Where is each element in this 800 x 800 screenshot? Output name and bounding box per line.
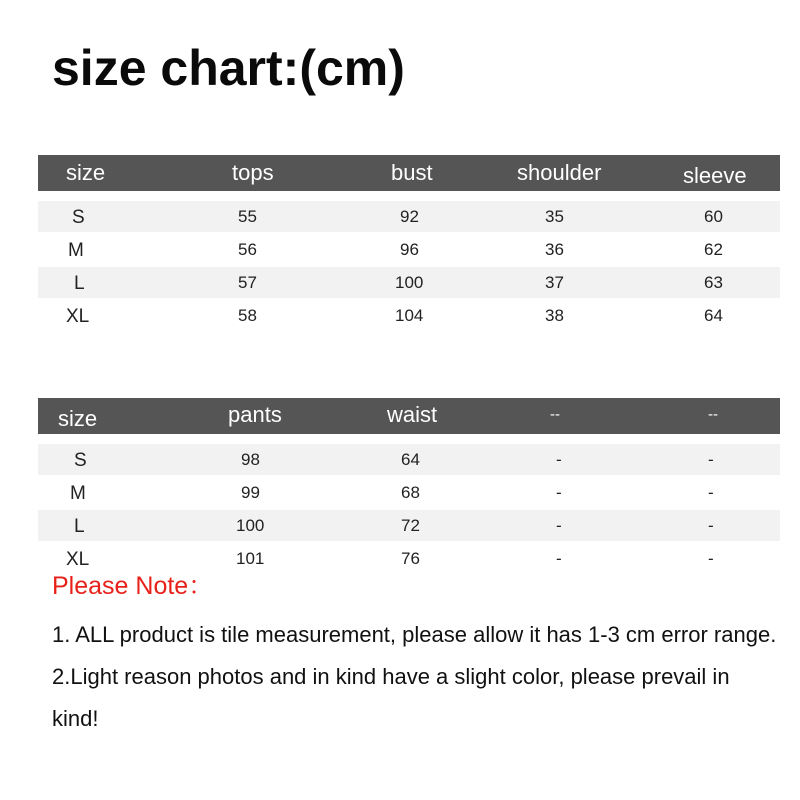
cell: 60 [704,207,723,226]
note-line-1: 1. ALL product is tile measurement, please allow it has 1-3 cm error range. [52,622,777,647]
cell: 35 [545,207,564,226]
cell: 68 [401,483,420,502]
cell: L [74,273,85,294]
header-blank-2: -- [708,406,718,423]
size-table-pants [38,398,780,574]
header-tops: tops [232,160,274,185]
cell: M [68,240,84,261]
cell: 55 [238,207,257,226]
cell: 98 [241,450,260,469]
cell: XL [66,306,90,327]
page-title: size chart:(cm) [52,40,405,96]
cell: 37 [545,273,564,292]
table-row [38,234,780,265]
note-line-2: 2.Light reason photos and in kind have a slight color, please prevail in kind! [52,664,730,731]
table-row [38,300,780,331]
header-size: size [66,160,106,185]
cell: 96 [400,240,419,259]
size-table-tops [38,155,780,331]
cell: S [72,207,85,228]
cell: - [708,516,714,535]
cell: 100 [236,516,265,535]
cell: - [708,450,714,469]
cell: - [556,483,562,502]
cell: 62 [704,240,723,259]
cell: 100 [395,273,424,292]
cell: - [708,483,714,502]
cell: - [708,549,714,568]
cell: 38 [545,306,564,325]
cell: 56 [238,240,257,259]
cell: 104 [395,306,424,325]
cell: M [70,483,86,504]
note-title: Please Note： [52,572,214,600]
cell: 58 [238,306,257,325]
cell: 99 [241,483,260,502]
cell: S [74,450,87,471]
cell: 72 [401,516,420,535]
cell: L [74,516,85,537]
header-pants: pants [228,402,282,427]
table-header [38,398,780,434]
table-header [38,155,780,191]
cell: 64 [401,450,420,469]
header-sleeve: sleeve [683,163,747,188]
cell: 64 [704,306,723,325]
cell: 63 [704,273,723,292]
table-row [38,444,780,475]
note-section [52,572,782,740]
cell: 92 [400,207,419,226]
header-bust: bust [391,160,433,185]
cell: - [556,450,562,469]
table-row [38,267,780,298]
table-row [38,510,780,541]
header-waist: waist [387,402,438,427]
cell: - [556,549,562,568]
cell: 101 [236,549,265,568]
header-size: size [58,406,98,431]
cell: 36 [545,240,564,259]
cell: 57 [238,273,257,292]
table-row [38,543,780,574]
cell: XL [66,549,90,570]
table-row [38,201,780,232]
table-row [38,477,780,508]
cell: 76 [401,549,420,568]
header-shoulder: shoulder [517,160,602,185]
header-blank-1: -- [550,406,560,423]
cell: - [556,516,562,535]
